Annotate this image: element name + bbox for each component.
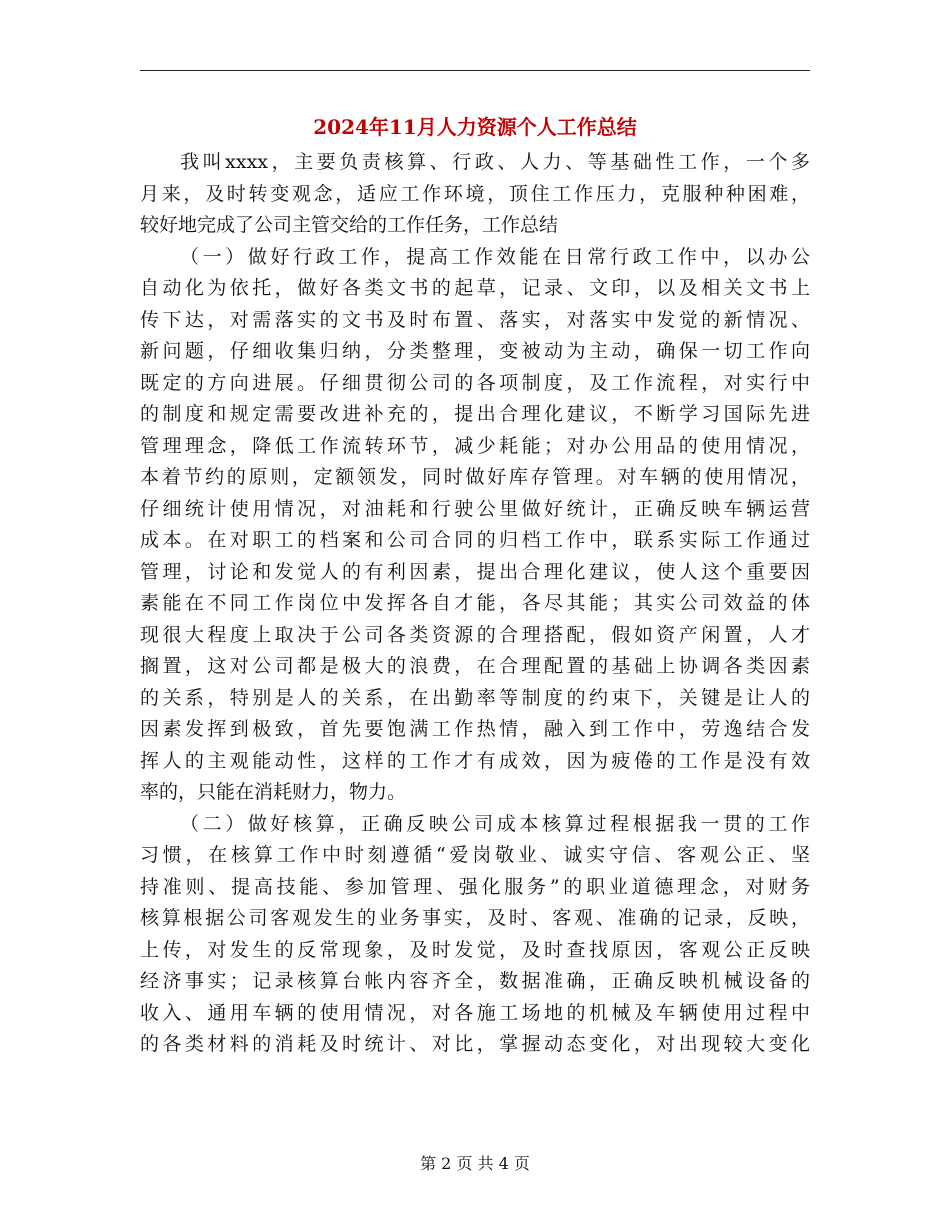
- body-line: 自动化为依托，做好各类文书的起草，记录、文印，以及相关文书上: [140, 277, 810, 299]
- body-line: 习惯，在核算工作中时刻遵循“爱岗敬业、诚实守信、客观公正、坚: [140, 844, 810, 866]
- body-line: 搁置，这对公司都是极大的浪费，在合理配置的基础上协调各类因素: [140, 655, 810, 677]
- body-line: 的关系，特别是人的关系，在出勤率等制度的约束下，关键是让人的: [140, 686, 810, 709]
- body-line: 较好地完成了公司主管交给的工作任务，工作总结: [140, 214, 559, 236]
- body-line: 月来，及时转变观念，适应工作环境，顶住工作压力，克服种种困难，: [140, 182, 810, 205]
- body-line: 既定的方向进展。仔细贯彻公司的各项制度，及工作流程，对实行中: [140, 371, 810, 394]
- body-line: 上传，对发生的反常现象，及时发觉，及时查找原因，客观公正反映: [140, 938, 810, 961]
- document-title: 2024年11月人力资源个人工作总结: [313, 115, 637, 139]
- body-line: 传下达，对需落实的文书及时布置、落实，对落实中发觉的新情况、: [140, 308, 810, 331]
- body-line: 挥人的主观能动性，这样的工作才有成效，因为疲倦的工作是没有效: [140, 749, 810, 772]
- body-line: 因素发挥到极致，首先要饱满工作热情，融入到工作中，劳逸结合发: [140, 718, 810, 740]
- body-line: 本着节约的原则，定额领发，同时做好库存管理。对车辆的使用情况，: [140, 466, 810, 488]
- body-line: 管理，讨论和发觉人的有利因素，提出合理化建议，使人这个重要因: [140, 560, 810, 583]
- body-line: 现很大程度上取决于公司各类资源的合理搭配，假如资产闲置，人才: [140, 623, 810, 646]
- document-body: [140, 147, 810, 1061]
- body-line: 的各类材料的消耗及时统计、对比，掌握动态变化，对出现较大变化: [140, 1033, 810, 1055]
- body-line: 成本。在对职工的档案和公司合同的归档工作中，联系实际工作通过: [140, 529, 810, 551]
- body-line: 核算根据公司客观发生的业务事实，及时、客观、准确的记录，反映，: [140, 907, 810, 929]
- body-line: 收入、通用车辆的使用情况，对各施工场地的机械及车辆使用过程中: [140, 1001, 810, 1024]
- body-line: 持准则、提高技能、参加管理、强化服务”的职业道德理念，对财务: [140, 875, 810, 898]
- body-line: 我叫xxxx，主要负责核算、行政、人力、等基础性工作，一个多: [180, 151, 810, 173]
- body-line: 新问题，仔细收集归纳，分类整理，变被动为主动，确保一切工作向: [140, 340, 810, 362]
- header-rule: [140, 70, 810, 71]
- page-number-footer: 第 2 页 共 4 页: [420, 1154, 530, 1173]
- body-line: （二）做好核算，正确反映公司成本核算过程根据我一贯的工作: [180, 812, 810, 835]
- body-line: （一）做好行政工作，提高工作效能在日常行政工作中，以办公: [180, 245, 810, 268]
- body-line: 的制度和规定需要改进补充的，提出合理化建议，不断学习国际先进: [140, 403, 810, 425]
- body-line: 素能在不同工作岗位中发挥各自才能，各尽其能；其实公司效益的体: [140, 592, 810, 614]
- body-line: 经济事实；记录核算台帐内容齐全，数据准确，正确反映机械设备的: [140, 970, 810, 992]
- body-line: 管理理念，降低工作流转环节，减少耗能；对办公用品的使用情况，: [140, 434, 810, 457]
- body-line: 率的，只能在消耗财力，物力。: [140, 781, 407, 803]
- body-line: 仔细统计使用情况，对油耗和行驶公里做好统计，正确反映车辆运营: [140, 497, 810, 520]
